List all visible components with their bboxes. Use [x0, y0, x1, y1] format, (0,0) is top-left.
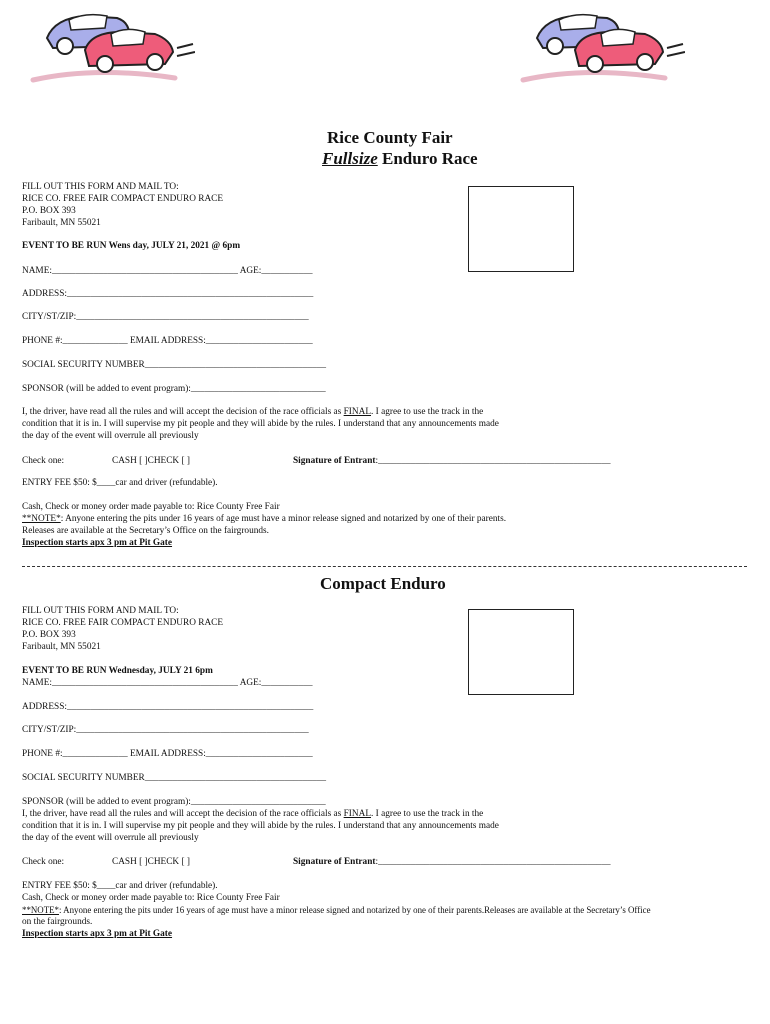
agreement-text [22, 406, 483, 418]
agreement-text: condition that it is in. I will supervise my pit people and they will abide by the rules. I understand that any announcements made [22, 419, 499, 429]
note-text: : Anyone entering the pits under 16 years of age must have a minor release signed and notarized by one of their parents. [60, 514, 507, 524]
address-field[interactable]: ADDRESS:_____________________________________________________ [22, 702, 314, 712]
sponsor-field[interactable]: SPONSOR (will be added to event program):_____________________________ [22, 797, 326, 807]
inspection-line: Inspection starts apx 3 pm at Pit Gate [22, 538, 173, 548]
address-field[interactable]: ADDRESS:_____________________________________________________ [22, 289, 314, 299]
mail-line: FILL OUT THIS FORM AND MAIL TO: [22, 606, 179, 616]
mail-line: Faribault, MN 55021 [22, 218, 101, 228]
compact-title: Compact Enduro [320, 574, 446, 593]
entry-fee: ENTRY FEE $50: $____car and driver (refundable). [22, 478, 218, 488]
mail-line: FILL OUT THIS FORM AND MAIL TO: [22, 182, 179, 192]
signature-label: Signature of Entrant [293, 456, 376, 466]
agreement-final: FINAL [343, 407, 371, 417]
ssn-field[interactable]: SOCIAL SECURITY NUMBER_______________________________________ [22, 360, 327, 370]
releases-line: Releases are available at the Secretary’s Office on the fairgrounds. [22, 526, 269, 536]
signature-line: :__________________________________________________ [375, 456, 611, 466]
sponsor-field[interactable]: SPONSOR (will be added to event program):_____________________________ [22, 384, 326, 394]
event-line: EVENT TO BE RUN Wednesday, JULY 21 6pm [22, 666, 213, 676]
signature-label: Signature of Entrant [293, 857, 376, 867]
mail-line: RICE CO. FREE FAIR COMPACT ENDURO RACE [22, 194, 224, 204]
city-field[interactable]: CITY/ST/ZIP:__________________________________________________ [22, 725, 309, 735]
note-line [22, 513, 506, 525]
signature-field[interactable] [293, 455, 611, 467]
check-one-label: Check one: [22, 456, 65, 466]
payment-checkboxes[interactable]: CASH [ ]CHECK [ ] [112, 456, 190, 466]
note-label: **NOTE* [22, 905, 59, 915]
note-label: **NOTE* [22, 514, 61, 524]
name-age-field[interactable]: NAME:________________________________________ AGE:___________ [22, 678, 313, 688]
subtitle-emphasis: Fullsize [322, 149, 378, 168]
photo-box[interactable] [468, 186, 574, 272]
phone-email-field[interactable]: PHONE #:______________ EMAIL ADDRESS:_______________________ [22, 749, 313, 759]
inspection-line: Inspection starts apx 3 pm at Pit Gate [22, 929, 173, 939]
name-age-field[interactable]: NAME:________________________________________ AGE:___________ [22, 266, 313, 276]
mail-line: P.O. BOX 393 [22, 206, 76, 216]
payment-checkboxes[interactable]: CASH [ ]CHECK [ ] [112, 857, 190, 867]
check-one-label: Check one: [22, 857, 65, 867]
payable-line: Cash, Check or money order made payable to: Rice County Free Fair [22, 893, 280, 903]
cut-line-divider [22, 566, 747, 567]
agreement-text: the day of the event will overrule all previously [22, 833, 199, 843]
phone-email-field[interactable]: PHONE #:______________ EMAIL ADDRESS:_______________________ [22, 336, 313, 346]
note-text: : Anyone entering the pits under 16 years of age must have a minor release signed and notarized by one of their parents.Releases are available at the Secretary’s Office [58, 905, 651, 915]
signature-line: :__________________________________________________ [375, 857, 611, 867]
mail-line: RICE CO. FREE FAIR COMPACT ENDURO RACE [22, 618, 224, 628]
agreement-text: the day of the event will overrule all previously [22, 431, 199, 441]
agreement-text [22, 808, 483, 820]
subtitle-rest: Enduro Race [377, 149, 478, 168]
mail-line: P.O. BOX 393 [22, 630, 76, 640]
agreement-part: . I agree to use the track in the [371, 809, 484, 819]
page-title: Rice County Fair [327, 128, 453, 147]
agreement-text: condition that it is in. I will supervise my pit people and they will abide by the rules. I understand that any announcements made [22, 821, 499, 831]
page-subtitle [322, 149, 478, 169]
city-field[interactable]: CITY/ST/ZIP:__________________________________________________ [22, 312, 309, 322]
race-cars-icon-right [515, 8, 685, 88]
note-line [22, 904, 651, 916]
agreement-part: . I agree to use the track in the [371, 407, 484, 417]
race-cars-icon-left [25, 8, 195, 88]
releases-line: on the fairgrounds. [22, 917, 93, 927]
entry-fee: ENTRY FEE $50: $____car and driver (refundable). [22, 881, 218, 891]
agreement-part: I, the driver, have read all the rules and will accept the decision of the race officials as [22, 809, 344, 819]
payable-line: Cash, Check or money order made payable to: Rice County Free Fair [22, 502, 280, 512]
mail-line: Faribault, MN 55021 [22, 642, 101, 652]
agreement-final: FINAL [343, 809, 371, 819]
signature-field[interactable] [293, 856, 611, 868]
event-line: EVENT TO BE RUN Wens day, JULY 21, 2021 @ 6pm [22, 241, 241, 251]
ssn-field[interactable]: SOCIAL SECURITY NUMBER_______________________________________ [22, 773, 327, 783]
agreement-part: I, the driver, have read all the rules and will accept the decision of the race officials as [22, 407, 344, 417]
photo-box[interactable] [468, 609, 574, 695]
